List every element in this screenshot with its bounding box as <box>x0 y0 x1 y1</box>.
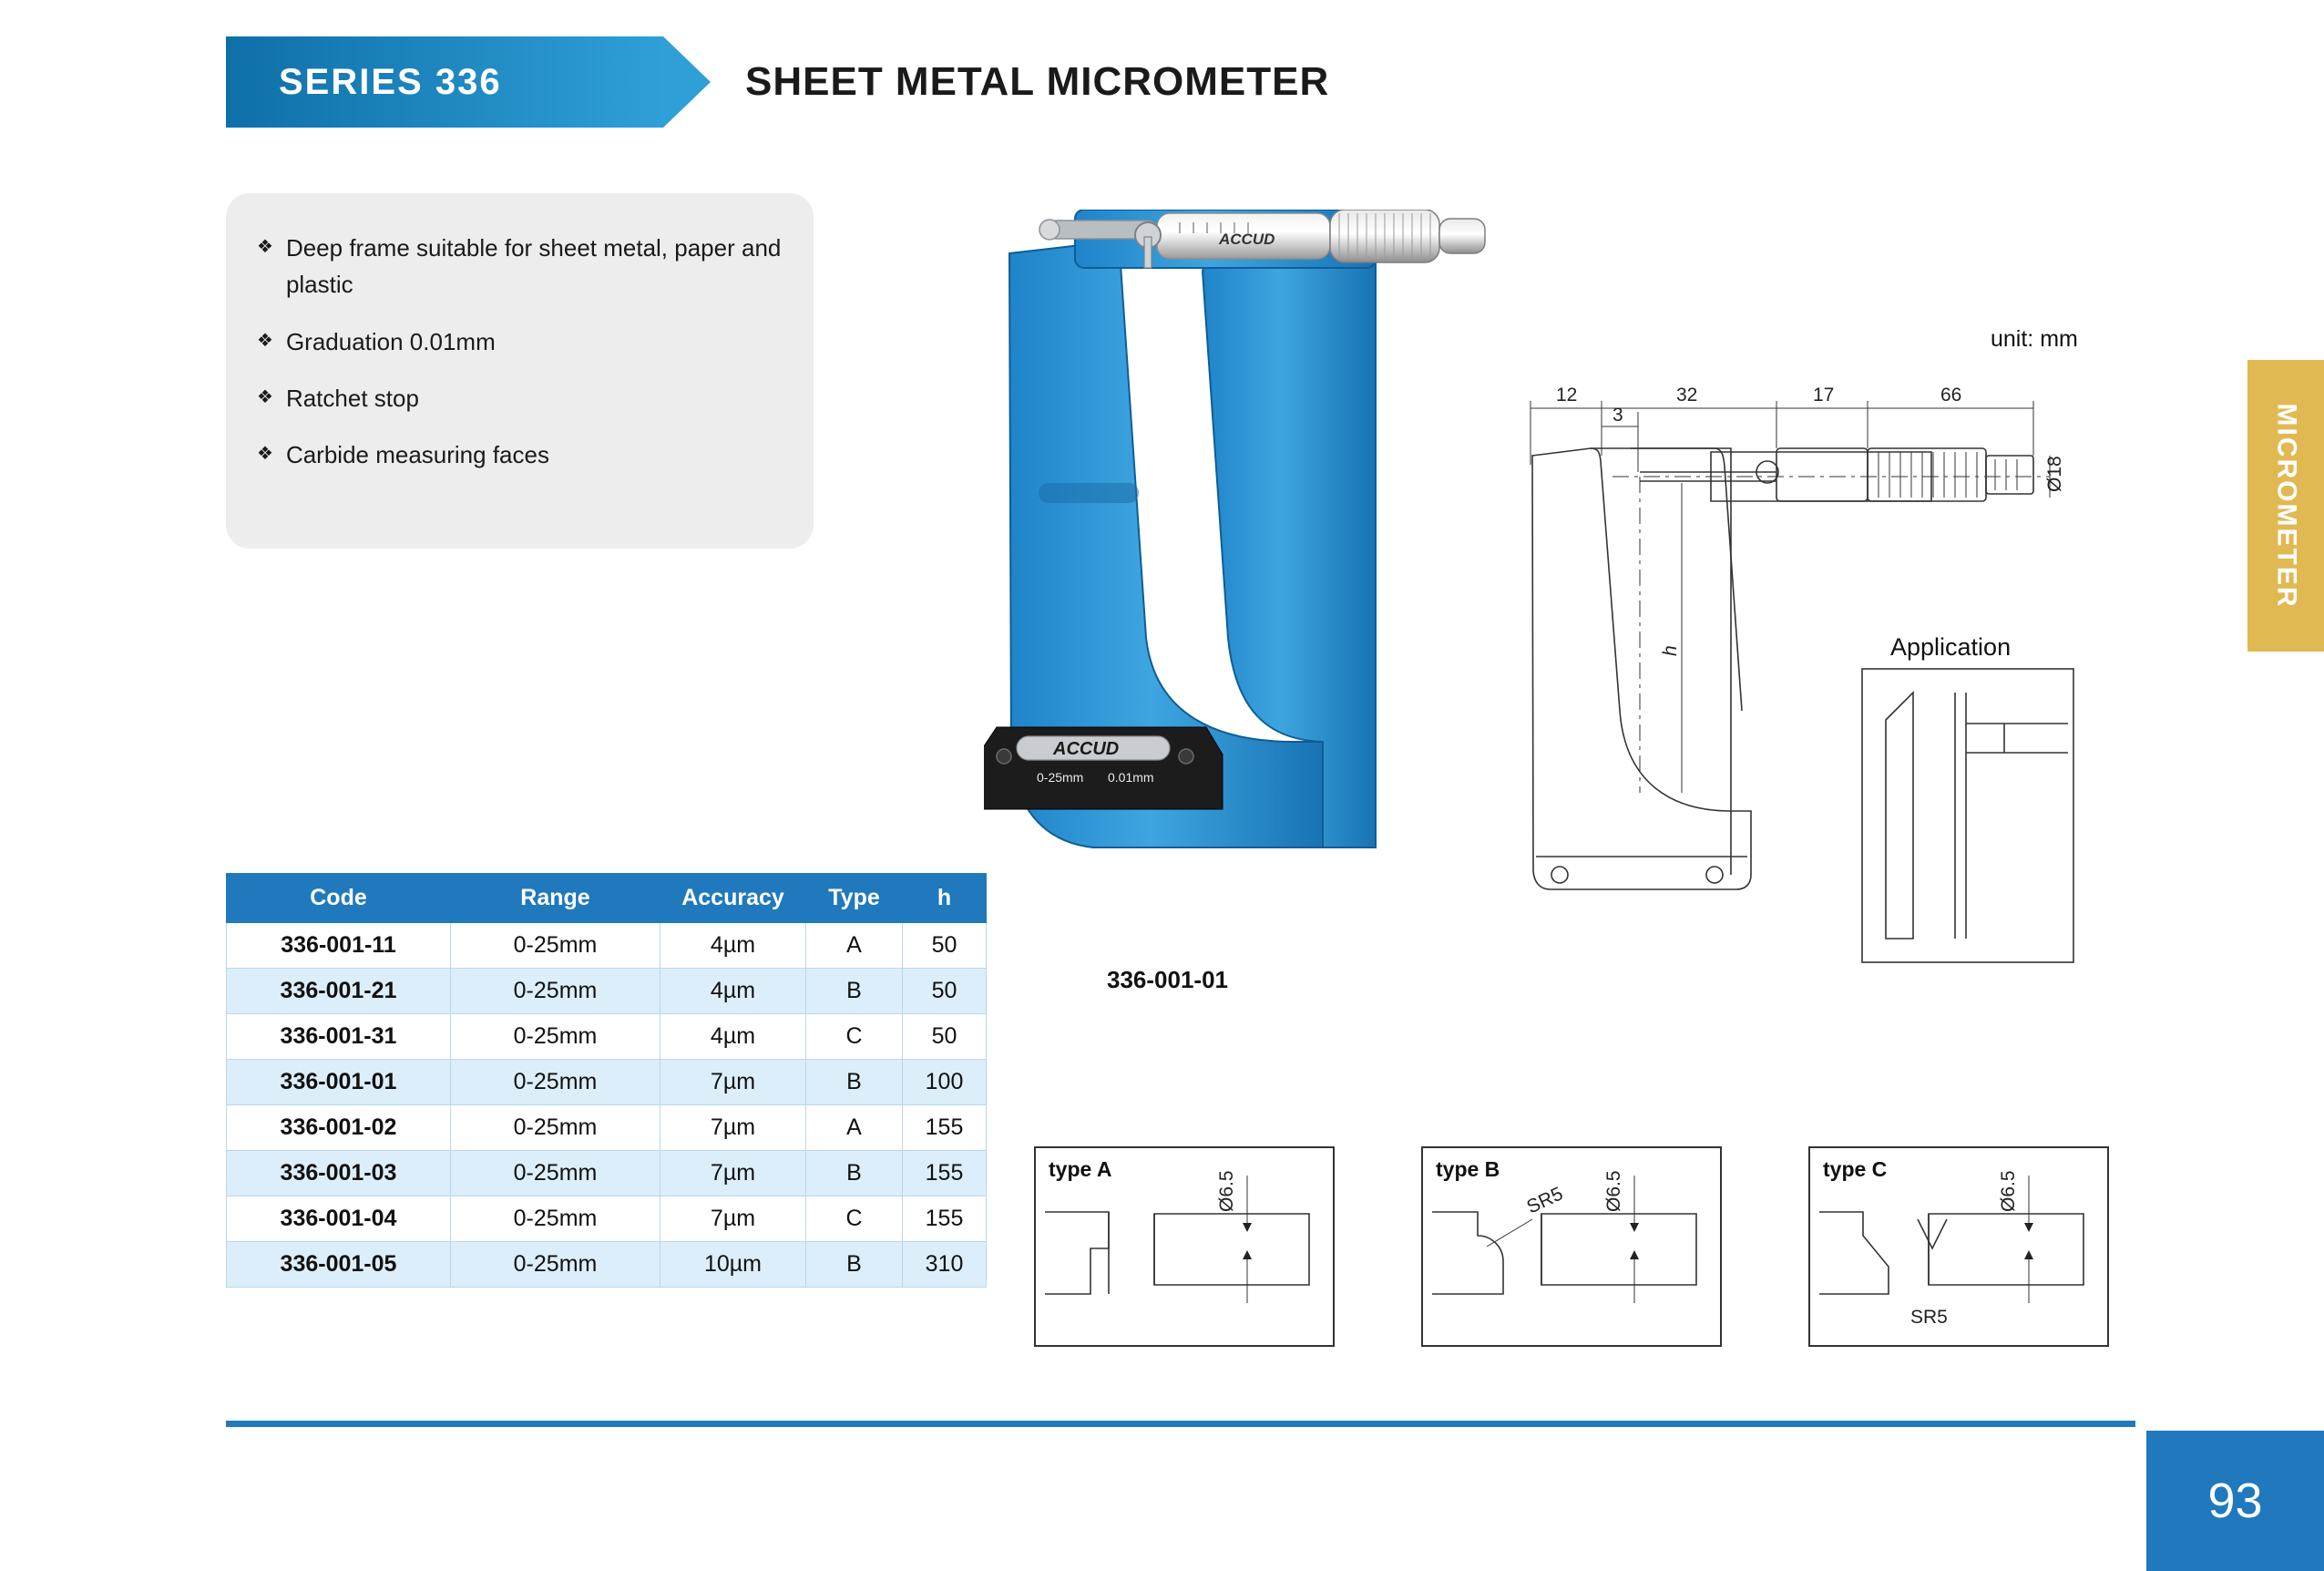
type-b-label: type B <box>1436 1157 1500 1181</box>
type-a-diagram <box>1034 1146 1335 1347</box>
cell-accuracy: 7µm <box>660 1060 806 1105</box>
cell-accuracy: 7µm <box>660 1196 806 1242</box>
series-label: SERIES 336 <box>279 61 502 102</box>
cell-accuracy: 10µm <box>660 1242 806 1288</box>
table-header-row <box>227 874 987 923</box>
column-header-range: Range <box>451 874 660 923</box>
cell-range: 0-25mm <box>451 1196 660 1242</box>
cell-range: 0-25mm <box>451 1242 660 1288</box>
cell-accuracy: 4µm <box>660 1014 806 1060</box>
cell-type: C <box>806 1014 903 1060</box>
plate-grad-text: 0.01mm <box>1108 770 1154 785</box>
cell-range: 0-25mm <box>451 1060 660 1105</box>
type-diagrams <box>1034 1146 2136 1347</box>
type-a-dim-label: Ø6.5 <box>1216 1170 1237 1212</box>
page-number: 93 <box>2146 1431 2324 1571</box>
cell-type: B <box>806 1151 903 1196</box>
table-row <box>227 969 987 1014</box>
type-c-diagram <box>1808 1146 2109 1347</box>
cell-range: 0-25mm <box>451 1105 660 1151</box>
cell-type: B <box>806 1242 903 1288</box>
column-header-h: h <box>903 874 987 923</box>
page-title: SHEET METAL MICROMETER <box>745 59 1330 104</box>
feature-text: Ratchet stop <box>285 384 419 412</box>
cell-h: 100 <box>903 1060 987 1105</box>
cell-h: 50 <box>903 969 987 1014</box>
column-header-type: Type <box>806 874 903 923</box>
dim-3-label: 3 <box>1612 405 1623 426</box>
plate-range-text: 0-25mm <box>1037 770 1084 785</box>
cell-code: 336-001-04 <box>227 1196 451 1242</box>
table-row <box>227 1014 987 1060</box>
cell-h: 50 <box>903 1014 987 1060</box>
type-c-sr-label: SR5 <box>1910 1307 1948 1328</box>
list-item <box>257 380 783 416</box>
plate-brand-text: ACCUD <box>1053 739 1120 759</box>
cell-code: 336-001-21 <box>227 969 451 1014</box>
table-row <box>227 1196 987 1242</box>
type-c-label: type C <box>1823 1157 1888 1181</box>
page-header <box>226 36 2048 128</box>
series-arrow-shape <box>663 36 711 128</box>
sleeve-brand-text: ACCUD <box>1219 231 1275 248</box>
dim-h-label: h <box>1660 645 1681 656</box>
dim-17-label: 17 <box>1813 385 1835 406</box>
cell-code: 336-001-31 <box>227 1014 451 1060</box>
type-b-dim-label: Ø6.5 <box>1603 1170 1624 1212</box>
unit-label: unit: mm <box>1991 326 2078 352</box>
cell-h: 310 <box>903 1242 987 1288</box>
dim-d18-label: Ø18 <box>2044 456 2065 492</box>
list-item <box>257 323 783 360</box>
cell-range: 0-25mm <box>451 969 660 1014</box>
dim-66-label: 66 <box>1940 385 1962 406</box>
type-b-diagram <box>1421 1146 1722 1347</box>
table-row <box>227 1242 987 1288</box>
feature-text: Graduation 0.01mm <box>285 327 496 355</box>
series-badge <box>226 36 663 128</box>
cell-h: 155 <box>903 1105 987 1151</box>
cell-h: 155 <box>903 1151 987 1196</box>
diamond-bullet-icon: ❖ <box>257 386 273 407</box>
table-row <box>227 1151 987 1196</box>
feature-text: Carbide measuring faces <box>285 441 549 469</box>
cell-code: 336-001-05 <box>227 1242 451 1288</box>
list-item <box>257 436 783 473</box>
diamond-bullet-icon: ❖ <box>257 444 273 465</box>
list-item <box>257 230 783 303</box>
diamond-bullet-icon: ❖ <box>257 330 273 351</box>
spec-table <box>226 873 987 1288</box>
feature-list <box>226 193 814 549</box>
section-tab-micrometer <box>2247 360 2324 652</box>
table-row <box>227 1060 987 1105</box>
cell-accuracy: 4µm <box>660 969 806 1014</box>
cell-code: 336-001-01 <box>227 1060 451 1105</box>
column-header-accuracy: Accuracy <box>660 874 806 923</box>
cell-range: 0-25mm <box>451 1014 660 1060</box>
cell-accuracy: 4µm <box>660 923 806 969</box>
application-label: Application <box>1890 633 2012 661</box>
cell-range: 0-25mm <box>451 923 660 969</box>
cell-code: 336-001-11 <box>227 923 451 969</box>
section-tab-label: MICROMETER <box>2271 403 2301 609</box>
type-c-dim-label: Ø6.5 <box>1998 1170 2019 1212</box>
product-caption: 336-001-01 <box>1107 966 1228 993</box>
cell-h: 50 <box>903 923 987 969</box>
table-row <box>227 923 987 969</box>
dim-32-label: 32 <box>1676 385 1698 406</box>
cell-code: 336-001-02 <box>227 1105 451 1151</box>
diamond-bullet-icon: ❖ <box>257 237 273 257</box>
type-b-sr-label: SR5 <box>1523 1183 1567 1218</box>
dim-12-label: 12 <box>1556 385 1578 406</box>
cell-type: A <box>806 923 903 969</box>
type-a-label: type A <box>1049 1157 1112 1181</box>
cell-type: B <box>806 1060 903 1105</box>
cell-type: B <box>806 969 903 1014</box>
cell-accuracy: 7µm <box>660 1151 806 1196</box>
cell-type: C <box>806 1196 903 1242</box>
footer-divider <box>226 1421 2135 1427</box>
cell-type: A <box>806 1105 903 1151</box>
cell-code: 336-001-03 <box>227 1151 451 1196</box>
application-illustration <box>1858 665 2077 966</box>
cell-accuracy: 7µm <box>660 1105 806 1151</box>
column-header-code: Code <box>227 874 451 923</box>
cell-h: 155 <box>903 1196 987 1242</box>
table-row <box>227 1105 987 1151</box>
cell-range: 0-25mm <box>451 1151 660 1196</box>
feature-text: Deep frame suitable for sheet metal, paper and plastic <box>285 234 782 299</box>
